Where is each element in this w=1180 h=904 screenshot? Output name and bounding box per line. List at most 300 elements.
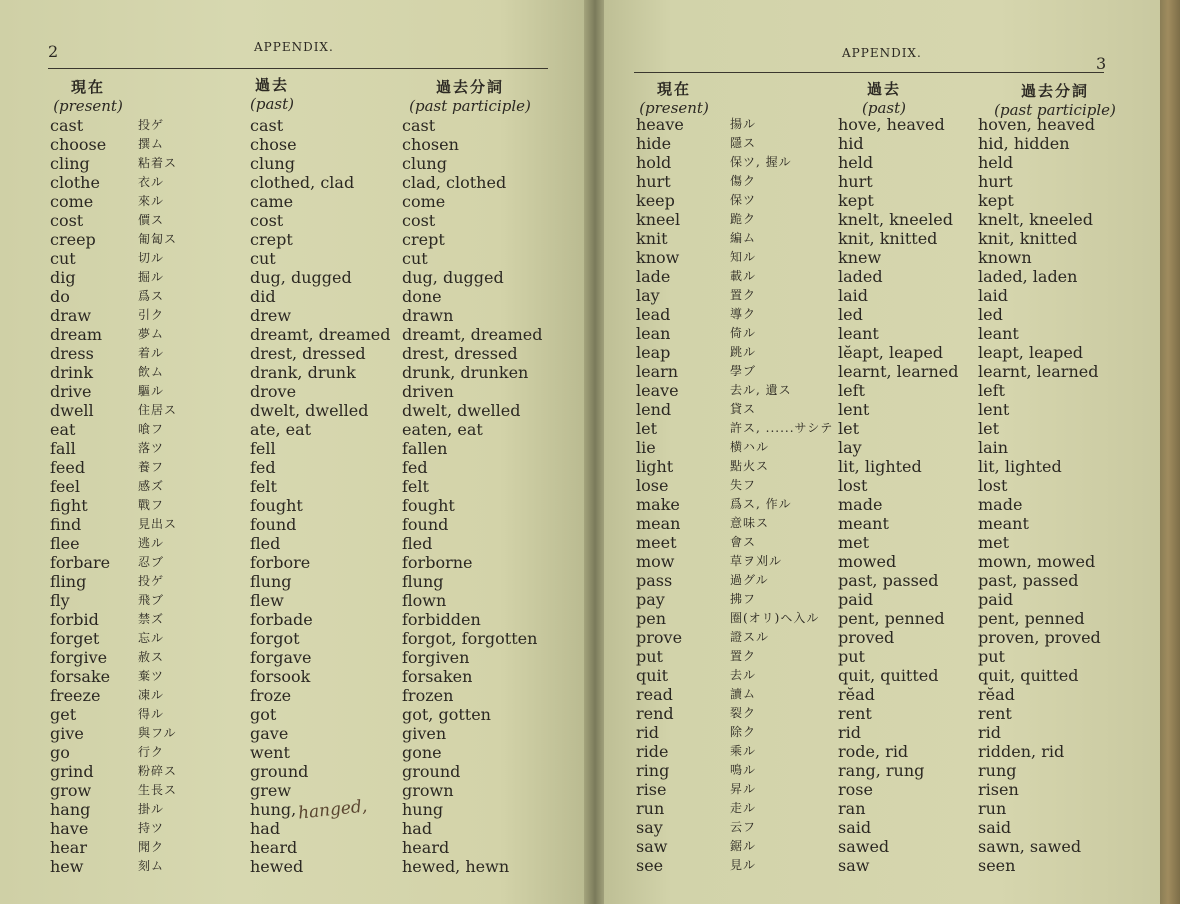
past-form: fought	[250, 496, 303, 515]
header-pp-en: (past participle)	[994, 101, 1116, 119]
past-participle-form: chosen	[402, 135, 459, 154]
table-row	[50, 572, 570, 591]
past-form: rose	[838, 780, 873, 799]
past-participle-form: heard	[402, 838, 450, 857]
header-pp-en: (past participle)	[409, 97, 531, 115]
present-form: come	[50, 192, 94, 211]
table-row	[50, 610, 570, 629]
present-form: pay	[636, 590, 665, 609]
past-participle-form: sawn, sawed	[978, 837, 1082, 856]
japanese-gloss: 鋸ル	[730, 839, 757, 853]
past-form: mowed	[838, 552, 897, 571]
past-participle-form: kept	[978, 191, 1014, 210]
table-row	[50, 496, 570, 515]
table-row	[636, 153, 1156, 172]
japanese-gloss: 圈(オリ)ヘ入ル	[730, 611, 820, 625]
table-row	[50, 553, 570, 572]
japanese-gloss: 持ツ	[138, 821, 165, 835]
present-form: go	[50, 743, 70, 762]
past-participle-form: leant	[978, 324, 1019, 343]
present-form: pass	[636, 571, 673, 590]
past-form: led	[838, 305, 863, 324]
past-participle-form: drawn	[402, 306, 454, 325]
verb-table-left	[50, 116, 570, 876]
japanese-gloss: 意味ス	[730, 516, 770, 530]
present-form: hide	[636, 134, 672, 153]
past-participle-form: met	[978, 533, 1010, 552]
past-form: knit, knitted	[838, 229, 938, 248]
header-pp-ja: 過去分詞	[435, 78, 504, 96]
table-row	[636, 685, 1156, 704]
present-form: meet	[636, 533, 677, 552]
present-form: lend	[636, 400, 672, 419]
past-participle-form: flung	[402, 572, 444, 591]
japanese-gloss: 點火ス	[730, 459, 770, 473]
japanese-gloss: 撰ム	[138, 137, 165, 151]
past-participle-form: run	[978, 799, 1007, 818]
past-form: lĕapt, leaped	[838, 343, 944, 362]
table-row	[50, 743, 570, 762]
present-form: heave	[636, 115, 684, 134]
past-form: hid	[838, 134, 864, 153]
past-participle-form: left	[978, 381, 1005, 400]
table-row	[50, 762, 570, 781]
table-row	[50, 420, 570, 439]
table-row	[636, 305, 1156, 324]
table-row	[636, 628, 1156, 647]
present-form: light	[636, 457, 674, 476]
table-row	[636, 134, 1156, 153]
header-past-ja: 過去	[866, 80, 901, 98]
japanese-gloss: 置ク	[730, 288, 757, 302]
japanese-gloss: 爲ス, 作ル	[730, 497, 792, 511]
past-participle-form: fed	[402, 458, 428, 477]
past-form: met	[838, 533, 870, 552]
present-form: ring	[636, 761, 670, 780]
present-form: leap	[636, 343, 671, 362]
past-form: drove	[250, 382, 297, 401]
past-participle-form: clad, clothed	[402, 173, 507, 192]
present-form: feed	[50, 458, 86, 477]
past-form: put	[838, 647, 865, 666]
past-participle-form: past, passed	[978, 571, 1079, 590]
past-participle-form: clung	[402, 154, 447, 173]
table-row	[636, 590, 1156, 609]
past-participle-form: knelt, kneeled	[978, 210, 1093, 229]
table-row	[636, 324, 1156, 343]
past-participle-form: lit, lighted	[978, 457, 1062, 476]
past-participle-form: ridden, rid	[978, 742, 1065, 761]
table-row	[50, 344, 570, 363]
table-row	[636, 400, 1156, 419]
past-participle-form: done	[402, 287, 442, 306]
past-participle-form: laid	[978, 286, 1009, 305]
table-row	[50, 363, 570, 382]
present-form: pen	[636, 609, 667, 628]
past-participle-form: fled	[402, 534, 433, 553]
past-form: said	[838, 818, 872, 837]
present-form: lead	[636, 305, 671, 324]
past-form: did	[250, 287, 276, 306]
past-form: learnt, learned	[838, 362, 959, 381]
present-form: do	[50, 287, 70, 306]
header-present-ja: 現在	[70, 78, 105, 96]
table-row	[636, 191, 1156, 210]
page-number: 3	[1096, 54, 1107, 73]
table-row	[50, 401, 570, 420]
past-participle-form: put	[978, 647, 1005, 666]
table-row	[50, 249, 570, 268]
past-participle-form: cost	[402, 211, 436, 230]
past-participle-form: lent	[978, 400, 1010, 419]
header-present	[48, 78, 128, 116]
table-row	[636, 647, 1156, 666]
past-participle-form: given	[402, 724, 447, 743]
past-form: left	[838, 381, 865, 400]
past-participle-form: found	[402, 515, 449, 534]
table-row	[636, 837, 1156, 856]
past-form: drank, drunk	[250, 363, 356, 382]
past-participle-form: knit, knitted	[978, 229, 1078, 248]
past-participle-form: risen	[978, 780, 1019, 799]
japanese-gloss: 落ツ	[138, 441, 165, 455]
past-participle-form: hewed, hewn	[402, 857, 510, 876]
table-row	[636, 533, 1156, 552]
past-form: lent	[838, 400, 870, 419]
table-row	[50, 477, 570, 496]
past-form: hove, heaved	[838, 115, 945, 134]
present-form: dream	[50, 325, 103, 344]
past-participle-form: lost	[978, 476, 1008, 495]
japanese-gloss: 去ル, 遺ス	[730, 383, 792, 397]
past-form: laded	[838, 267, 883, 286]
past-form: got	[250, 705, 277, 724]
past-participle-form: driven	[402, 382, 454, 401]
table-row	[50, 515, 570, 534]
present-form: keep	[636, 191, 675, 210]
table-row	[636, 818, 1156, 837]
table-row	[636, 856, 1156, 875]
present-form: fall	[50, 439, 76, 458]
past-participle-form: rid	[978, 723, 1002, 742]
japanese-gloss: 去ル	[730, 668, 757, 682]
past-form: lay	[838, 438, 862, 457]
japanese-gloss: 導ク	[730, 307, 757, 321]
past-form: chose	[250, 135, 297, 154]
japanese-gloss: 棄ツ	[138, 669, 165, 683]
table-row	[636, 495, 1156, 514]
japanese-gloss: 與フル	[138, 726, 177, 740]
japanese-gloss: 隱ス	[730, 136, 757, 150]
past-participle-form: flown	[402, 591, 447, 610]
japanese-gloss: 保ツ	[730, 193, 757, 207]
past-participle-form: hid, hidden	[978, 134, 1070, 153]
table-row	[50, 192, 570, 211]
table-row	[50, 382, 570, 401]
table-row	[636, 267, 1156, 286]
table-row	[636, 438, 1156, 457]
present-form: eat	[50, 420, 76, 439]
past-participle-form: come	[402, 192, 446, 211]
past-form: laid	[838, 286, 869, 305]
japanese-gloss: 粘着ス	[138, 156, 178, 170]
present-form: grow	[50, 781, 92, 800]
past-participle-form: learnt, learned	[978, 362, 1099, 381]
table-row	[50, 439, 570, 458]
table-row	[636, 229, 1156, 248]
present-form: fly	[50, 591, 70, 610]
japanese-gloss: 裂ク	[730, 706, 757, 720]
running-head: APPENDIX.	[842, 46, 922, 60]
past-form: dreamt, dreamed	[250, 325, 391, 344]
japanese-gloss: 喰フ	[138, 422, 165, 436]
present-form: mow	[636, 552, 675, 571]
japanese-gloss: 鳴ル	[730, 763, 757, 777]
japanese-gloss: 凍ル	[138, 688, 165, 702]
past-form: fled	[250, 534, 281, 553]
present-form: hurt	[636, 172, 671, 191]
japanese-gloss: 草ヲ刈ル	[730, 554, 783, 568]
past-participle-form: crept	[402, 230, 445, 249]
past-form: hewed	[250, 857, 304, 876]
header-present-en: (present)	[53, 97, 123, 115]
past-participle-form: dreamt, dreamed	[402, 325, 543, 344]
past-participle-form: hung	[402, 800, 444, 819]
past-participle-form: frozen	[402, 686, 454, 705]
left-page	[0, 0, 588, 904]
past-form: cast	[250, 116, 284, 135]
past-form: quit, quitted	[838, 666, 939, 685]
past-participle-form: forgiven	[402, 648, 470, 667]
past-form: dug, dugged	[250, 268, 352, 287]
past-form: ground	[250, 762, 309, 781]
present-form: forget	[50, 629, 100, 648]
present-form: feel	[50, 477, 80, 496]
past-participle-form: forgot, forgotten	[402, 629, 538, 648]
past-participle-form: gone	[402, 743, 442, 762]
japanese-gloss: 證スル	[730, 630, 770, 644]
japanese-gloss: 横ハル	[730, 440, 770, 454]
past-form: saw	[838, 856, 870, 875]
present-form: have	[50, 819, 89, 838]
table-row	[636, 514, 1156, 533]
japanese-gloss: 養フ	[138, 460, 165, 474]
table-row	[50, 306, 570, 325]
present-form: dwell	[50, 401, 94, 420]
past-participle-form: held	[978, 153, 1014, 172]
present-form: draw	[50, 306, 92, 325]
japanese-gloss: 掛ル	[138, 802, 165, 816]
table-row	[50, 154, 570, 173]
present-form: quit	[636, 666, 669, 685]
japanese-gloss: 逃ル	[138, 536, 165, 550]
present-form: put	[636, 647, 663, 666]
present-form: fight	[50, 496, 88, 515]
past-participle-form: rĕad	[978, 685, 1015, 704]
header-past-en: (past)	[862, 99, 906, 117]
past-form: ate, eat	[250, 420, 312, 439]
japanese-gloss: 戰フ	[138, 498, 165, 512]
japanese-gloss: 飛ブ	[138, 593, 165, 607]
past-form: had	[250, 819, 281, 838]
past-participle-form: let	[978, 419, 1000, 438]
table-row	[636, 286, 1156, 305]
japanese-gloss: 保ツ, 握ル	[730, 155, 792, 169]
past-participle-form: eaten, eat	[402, 420, 483, 439]
table-row	[636, 419, 1156, 438]
past-form: crept	[250, 230, 293, 249]
japanese-gloss: 赦ス	[138, 650, 165, 664]
japanese-gloss: 感ズ	[138, 479, 165, 493]
japanese-gloss: 揚ル	[730, 117, 757, 131]
past-participle-form: led	[978, 305, 1003, 324]
table-row	[636, 742, 1156, 761]
past-participle-form: quit, quitted	[978, 666, 1079, 685]
present-form: know	[636, 248, 680, 267]
japanese-gloss: 讀ム	[730, 687, 757, 701]
japanese-gloss: 引ク	[138, 308, 165, 322]
present-form: forsake	[50, 667, 111, 686]
past-form: proved	[838, 628, 895, 647]
present-form: dig	[50, 268, 76, 287]
japanese-gloss: 見出ス	[138, 517, 178, 531]
past-form: cost	[250, 211, 284, 230]
past-participle-form: said	[978, 818, 1012, 837]
present-form: cut	[50, 249, 76, 268]
table-row	[636, 172, 1156, 191]
japanese-gloss: 載ル	[730, 269, 757, 283]
japanese-gloss: 聞ク	[138, 840, 165, 854]
present-form: cost	[50, 211, 84, 230]
present-form: knit	[636, 229, 668, 248]
table-row	[50, 591, 570, 610]
present-form: lade	[636, 267, 671, 286]
japanese-gloss: 昇ル	[730, 782, 757, 796]
japanese-gloss: 飲ム	[138, 365, 165, 379]
past-form: gave	[250, 724, 289, 743]
header-pp-ja: 過去分詞	[1020, 82, 1089, 100]
past-form: rode, rid	[838, 742, 909, 761]
past-form: forsook	[250, 667, 311, 686]
present-form: kneel	[636, 210, 681, 229]
table-row	[50, 173, 570, 192]
japanese-gloss: 來ル	[138, 194, 165, 208]
past-form: heard	[250, 838, 298, 857]
japanese-gloss: 驅ル	[138, 384, 165, 398]
japanese-gloss: 過グル	[730, 573, 769, 587]
table-row	[50, 325, 570, 344]
table-row	[636, 571, 1156, 590]
past-form: hung,	[250, 800, 297, 819]
present-form: get	[50, 705, 77, 724]
table-row	[50, 268, 570, 287]
table-row	[636, 666, 1156, 685]
past-form: lost	[838, 476, 868, 495]
japanese-gloss: 走ル	[730, 801, 757, 815]
japanese-gloss: 見ル	[730, 858, 757, 872]
past-form: forbade	[250, 610, 313, 629]
past-participle-form: drunk, drunken	[402, 363, 529, 382]
past-form: leant	[838, 324, 879, 343]
header-present	[634, 80, 714, 118]
header-present-ja: 現在	[656, 80, 691, 98]
past-form: rid	[838, 723, 862, 742]
present-form: freeze	[50, 686, 101, 705]
table-row	[636, 362, 1156, 381]
present-form: clothe	[50, 173, 100, 192]
table-row	[636, 476, 1156, 495]
present-form: grind	[50, 762, 94, 781]
past-form: let	[838, 419, 860, 438]
japanese-gloss: 置ク	[730, 649, 757, 663]
japanese-gloss: 衣ル	[138, 175, 165, 189]
header-rule	[634, 72, 1104, 73]
table-row	[50, 629, 570, 648]
present-form: forgive	[50, 648, 108, 667]
japanese-gloss: 拂フ	[730, 592, 757, 606]
header-past-participle	[400, 78, 540, 116]
japanese-gloss: 編ム	[730, 231, 757, 245]
header-past-ja: 過去	[254, 76, 289, 94]
past-form: fell	[250, 439, 276, 458]
past-form: forgave	[250, 648, 312, 667]
past-participle-form: forbidden	[402, 610, 481, 629]
table-row	[50, 705, 570, 724]
past-participle-form: leapt, leaped	[978, 343, 1084, 362]
past-form: lit, lighted	[838, 457, 922, 476]
past-form: grew	[250, 781, 292, 800]
table-row	[636, 609, 1156, 628]
past-form: past, passed	[838, 571, 939, 590]
past-form: came	[250, 192, 294, 211]
japanese-gloss: 生長ス	[138, 783, 178, 797]
present-form: learn	[636, 362, 679, 381]
japanese-gloss: 着ル	[138, 346, 165, 360]
table-row	[50, 648, 570, 667]
present-form: hear	[50, 838, 87, 857]
table-row	[636, 704, 1156, 723]
past-participle-form: meant	[978, 514, 1029, 533]
table-row	[50, 838, 570, 857]
present-form: drink	[50, 363, 94, 382]
past-form: knew	[838, 248, 882, 267]
past-participle-form: fallen	[402, 439, 448, 458]
past-form: drest, dressed	[250, 344, 366, 363]
past-participle-form: had	[402, 819, 433, 838]
present-form: find	[50, 515, 82, 534]
japanese-gloss: 爲ス	[138, 289, 165, 303]
present-form: saw	[636, 837, 668, 856]
japanese-gloss: 切ル	[138, 251, 165, 265]
past-participle-form: hurt	[978, 172, 1013, 191]
past-form: knelt, kneeled	[838, 210, 953, 229]
table-row	[636, 723, 1156, 742]
past-participle-form: seen	[978, 856, 1016, 875]
past-form: clothed, clad	[250, 173, 355, 192]
past-participle-form: fought	[402, 496, 455, 515]
header-past	[844, 80, 924, 118]
present-form: hold	[636, 153, 672, 172]
japanese-gloss: 云フ	[730, 820, 757, 834]
table-row	[636, 780, 1156, 799]
header-past	[232, 76, 312, 114]
past-participle-form: felt	[402, 477, 429, 496]
past-participle-form: got, gotten	[402, 705, 491, 724]
past-form: felt	[250, 477, 277, 496]
past-participle-form: forborne	[402, 553, 473, 572]
japanese-gloss: 粉碎ス	[138, 764, 178, 778]
past-form: went	[250, 743, 290, 762]
